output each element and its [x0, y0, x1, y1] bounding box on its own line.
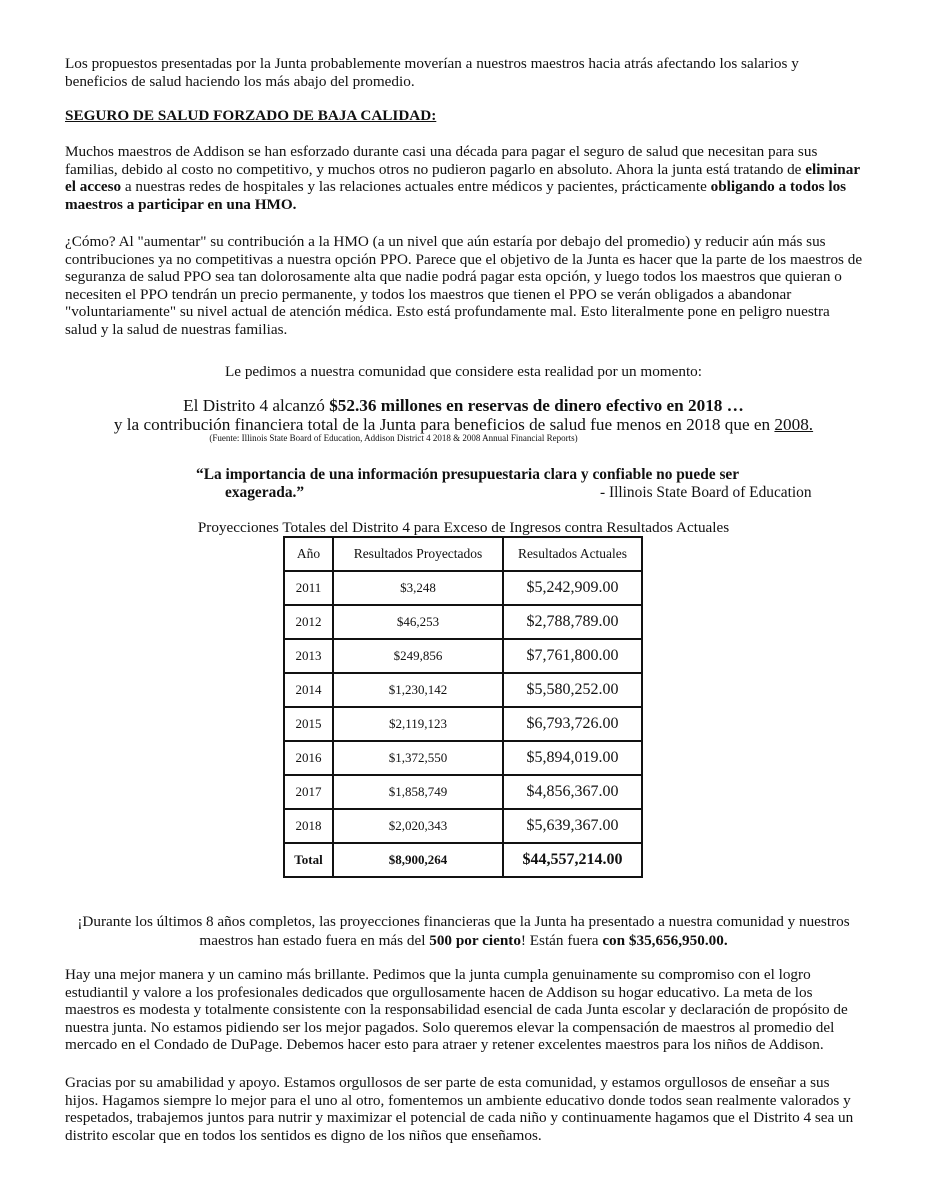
header-year: Año [284, 537, 333, 571]
thanks-paragraph: Gracias por su amabilidad y apoyo. Estamos orgullosos de ser parte de esta comunidad, y estamos orgullosos de enseñar a sus hijos. Hagamos siempre lo mejor para el uno al otro, fomentemos un ambiente educativo donde todos sean realmente valorados y respetados, trabajemos juntos para nutrir y maximizar el potencial de cada niño y continuamente hagamos que el Distrito 4 sea un distrito escolar que en todos los sentidos es digno de los niños que enseñamos. [65, 1074, 854, 1144]
header-actual: Resultados Actuales [503, 537, 642, 571]
table-row: 2013 $249,856 $7,761,800.00 [284, 639, 642, 673]
intro-line-2: beneficios de salud haciendo los más abajo del promedio. [65, 72, 415, 90]
reserves-amount: $52.36 millones en reservas de dinero efectivo en 2018 … [329, 396, 744, 415]
total-projected: $8,900,264 [333, 843, 503, 877]
reserves-line-2: y la contribución financiera total de la Junta para beneficios de salud fue menos en 2018 que en 2008. [113, 415, 814, 434]
reserves-line-1: El Distrito 4 alcanzó $52.36 millones en reservas de dinero efectivo en 2018 … [183, 396, 744, 415]
header-projected: Resultados Proyectados [333, 537, 503, 571]
quote-line-1: “La importancia de una información presupuestaria clara y confiable no puede ser [196, 466, 740, 483]
better-way-paragraph: Hay una mejor manera y un camino más brillante. Pedimos que la junta cumpla genuinamente su compromiso con el logro estudiantil y valore a los profesionales dedicados que orgullosamente hacen de Addison su hogar educativo. La meta de los maestros es modesta y totalmente consistente con la responsabilidad esencial de cada Junta escolar y declaración de propósito de nuestra junta. No estamos pidiendo ser los mejor pagados. Solo queremos elevar la compensación de maestros al promedio del mercado en el Condado de DuPage. Debemos hacer esto para atraer y retener excelentes maestros para los niños de Addison. [65, 966, 848, 1054]
total-actual: $44,557,214.00 [503, 843, 642, 877]
table-caption: Proyecciones Totales del Distrito 4 para Exceso de Ingresos contra Resultados Actuales [197, 519, 730, 536]
quote-attribution: - Illinois State Board of Education [600, 484, 812, 501]
reserves-year: 2008. [774, 415, 814, 434]
table-row: 2018 $2,020,343 $5,639,367.00 [284, 809, 642, 843]
community-ask: Le pedimos a nuestra comunidad que considere esta realidad por un momento: [225, 363, 702, 380]
table-row: 2012 $46,253 $2,788,789.00 [284, 605, 642, 639]
table-row: 2014 $1,230,142 $5,580,252.00 [284, 673, 642, 707]
how-paragraph: ¿Cómo? Al "aumentar" su contribución a la HMO (a un nivel que aún estaría por debajo del promedio) y reducir aún más sus contribuciones ya no competitivas a nuestra opción PPO. Parece que el objetivo de la Junta es hacer que la parte de los maestros de seguranza de salud PPO sea tan dolorosamente alta que nadie podrá pagar esta opción, y luego todos los maestros que quieran o necesiten el PPO tendrán un precio permanente, y todos los maestros que tienen el PPO se verán obligados a abandonar "voluntariamente" su nivel actual de atención médica. Esto está profundamente mal. Esto literalmente pone en peligro nuestra salud y la salud de nuestras familias. [65, 233, 863, 338]
forced-hmo-emphasis: obligando a todos los maestros a participar en una HMO. [65, 178, 847, 213]
table-total-row [284, 843, 642, 877]
amount-off: con $35,656,950.00. [602, 932, 728, 949]
table-header-row [284, 537, 642, 571]
eliminate-access-emphasis: eliminar el acceso [65, 160, 860, 196]
quote-line-2: exagerada.” [225, 484, 305, 501]
table-row: 2011 $3,248 $5,242,909.00 [284, 571, 642, 605]
table-row: 2015 $2,119,123 $6,793,726.00 [284, 707, 642, 741]
section-heading: SEGURO DE SALUD FORZADO DE BAJA CALIDAD: [65, 107, 437, 124]
summary-line-2: maestros han estado fuera en más del 500 por ciento! Están fuera con $35,656,950.00. [199, 932, 728, 949]
summary-line-1: ¡Durante los últimos 8 años completos, las proyecciones financieras que la Junta ha presentado a nuestra comunidad y nuestros [77, 913, 850, 930]
intro-paragraph [65, 55, 865, 90]
table-row: 2016 $1,372,550 $5,894,019.00 [284, 741, 642, 775]
table-row: 2017 $1,858,749 $4,856,367.00 [284, 775, 642, 809]
intro-line-1: Los propuestos presentadas por la Junta probablemente moverían a nuestros maestros hacia atrás afectando los salarios y [65, 55, 799, 72]
source-note: (Fuente: Illinois State Board of Education, Addison District 4 2018 & 2008 Annual Financial Reports) [209, 433, 578, 443]
total-label: Total [284, 843, 333, 877]
projections-table [283, 536, 643, 878]
percent-off: 500 por ciento [429, 932, 521, 949]
health-insurance-paragraph: Muchos maestros de Addison se han esforzado durante casi una década para pagar el seguro de salud que necesitan para sus familias, debido al costo no competitivo, y muchos otros no pudieron pagarlo en absoluto. Ahora la junta está tratando de eliminar el acceso a nuestras redes de hospitales y las relaciones actuales entre médicos y pacientes, prácticamente obligando a todos los maestros a participar en una HMO. [65, 143, 860, 213]
